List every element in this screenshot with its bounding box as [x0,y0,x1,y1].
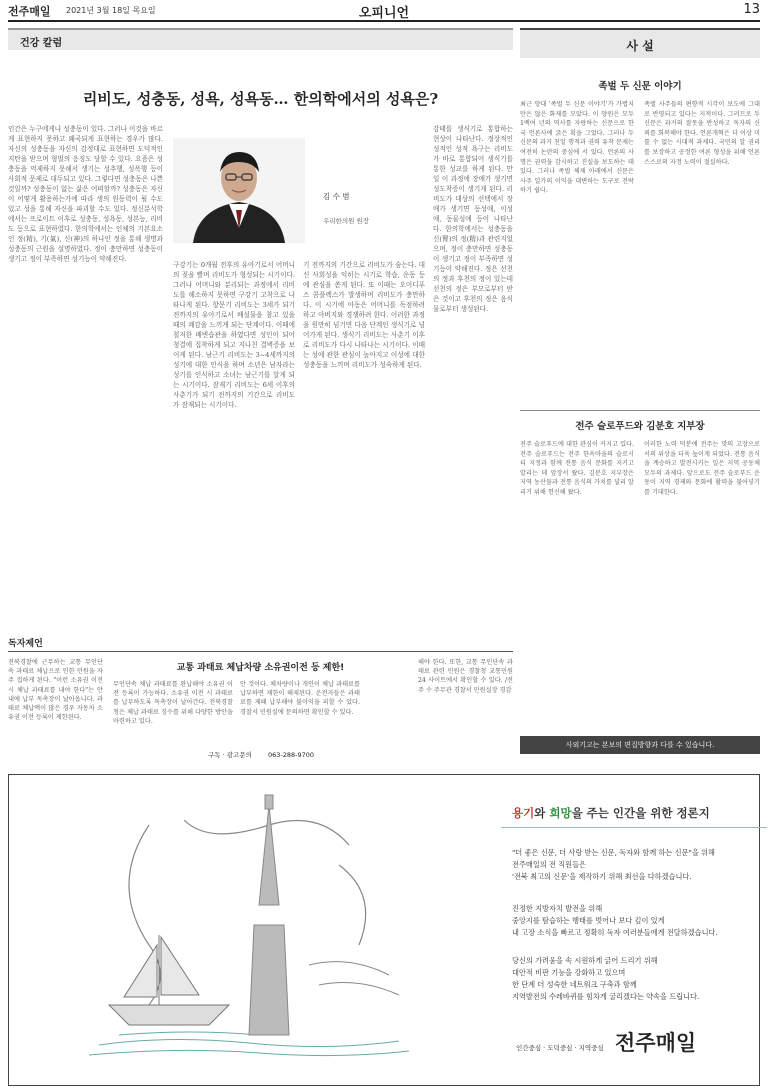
ad-paragraph-2: 진정한 지방자치 발전을 위해 중앙지를 탐습하는 행태를 벗어나 보다 깊이 있게 내 고장 소식을 빠르고 정확히 독자 여러분들에게 전달하겠습니다. [512,904,718,937]
health-column [8,28,513,633]
reader-text-col3: 안 것이다. 체차량이나 개인이 체납 과태료를 납부하면 제한이 해제된다. 운전자들은 과태료를 제때 납부해야 불이익을 피할 수 있다. 경찰서 민원실에 문의하면 확인할 수 있다. [240,681,360,716]
issue-date: 2021년 3월 18일 목요일 [66,6,156,15]
page-number: 13 [743,2,760,17]
lighthouse-ship-illustration-icon [89,785,409,1065]
ad-headline-rest: 을 주는 인간을 위한 정론지 [571,806,710,820]
masthead [8,0,760,22]
author-affiliation: 우리한의원 원장 [323,217,370,225]
ad-headline-rule [501,827,767,828]
contact-number: 063-288-9700 [267,751,314,759]
health-text-col2: 구강기는 0개월 전후의 유아기로서 어머니의 젖을 빨며 리비도가 형성되는 시기이다. 그러나 어머니와 분리되는 과정에서 리비도를 해소하지 못하면 구강기 고착으로 나타나게 된다. 항문기 리비도는 3세가 되기 전까지의 유아기로서 배설물을 참고 있을 때의 쾌감을 느끼게 되는 단계이다. 이때에 철저한 배변습관을 하였다면 성인이 되어 청결에 집착하게 되고 지나친 결벽증을 보이게 된다. 남근기 리비도는 3~4세까지의 성기에 대한 인식을 하며 소년은 남자라는 성기를 인식하고 소녀는 남근기를 알게 되는 시기이다. 잠재기 리비도는 6세 이후의 사춘기가 되기 전까지의 기간으로 리비도가 잠재되는 시기이다. [173,261,295,409]
health-headline: 리비도, 성충동, 성욕, 성욕동… 한의학에서의 성욕은? [82,90,439,108]
ad-headline-hope: 희망 [549,806,572,820]
ad-logo: 전주매일 [615,1031,697,1055]
health-text-col4: 감태를 생식기로 통합하는 현상이 나타난다. 정상적인 성적인 성적 욕구는 리비도가 바로 통합되어 생식기를 통한 성교를 하게 된다. 만일 이 과정에 장애가 생기면 성도착증이 생기게 된다. 리비도가 대상의 선택에서 장애가 생기면 동성애, 이성애, 동물성애 등이 나타난다. 한의학에서는 성충동을 신(腎)의 정(精)과 관련지었으며, 정이 충만하면 성충동이 생기고 정이 부족하면 성기능이 약해진다. 정은 선천의 정과 후천의 정이 있는데 선천의 정은 부모로부터 받은 것이고 후천의 정은 음식물로부터 생성된다. [433,125,513,313]
editorial-1-col2: 족벌 사주들의 편향적 시각이 보도에 그대로 반영되고 있다는 지적이다. 그러므로 두 신문은 과거의 잘못을 반성하고 독자의 신뢰를 회복해야 한다. 언론개혁은 더 이상 미룰 수 없는 시대적 과제다. 국민의 알 권리를 보장하고 공정한 여론 형성을 위해 언론 스스로의 자정 노력이 절실하다. [644,101,760,166]
ad-motto: 인간중심 · 도덕중심 · 지역중심 [516,1044,604,1052]
author-portrait-icon [173,138,305,243]
author-photo [173,138,305,243]
editorial-1-col1: 최근 양대 '족벌 두 신문 이야기'가 가볍지만은 않은 화제를 모았다. 이 양원은 모두 1백여 년의 역사를 자랑하는 신문으로 한국 언론사에 굵은 획을 그었다. 그러나 두 신문의 과거 친일 행적과 권력 유착 문제는 여전히 논란의 중심에 서 있다. 언론의 사명은 권력을 감시하고 진실을 보도하는 데 있다. 그러나 족벌 체제 아래에서 신문은 사주 일가의 이익을 대변하는 도구로 전락하기 쉽다. [520,101,634,195]
contact-label: 구독 · 광고문의 [208,751,252,759]
ad-headline-mid: 와 [534,806,550,820]
reader-title: 교통 과태료 체납차량 소유권이전 등 제한! [176,663,345,673]
editorial-tag: 사 설 [520,28,760,58]
subscription-contact [208,750,314,759]
reader-text-col2: 무인단속 체납 과태료를 완납해야 소유권 이전 등록이 가능하다. 소유권 이전 시 과태료를 납부하도록 독촉장이 날아간다. 전북경찰청은 체납 과태료 징수를 위해 다양한 방안을 마련하고 있다. [113,681,233,725]
reader-contribution [8,636,513,766]
reader-text-col1: 전북경찰에 근무하는 교통 무인단속 과태료 체납으로 인한 민원을 자주 접하게 된다. "이런 소유권 이전 시 체납 과태료를 내야 한다"는 안내에 납부 독촉장이 날아옵니다. 과태료 체납액이 많은 경우 자동차 소유권 이전 등록이 제한된다. [8,659,103,722]
editorial-2-col2: 이러한 노력 덕분에 전주는 맛의 고장으로서의 위상을 더욱 높이게 되었다. 전통 음식을 계승하고 발전시키는 일은 지역 공동체 모두의 과제다. 앞으로도 전주 슬로푸드 운동이 지역 경제와 문화에 활력을 불어넣기를 기대한다. [644,441,760,496]
ad-paragraph-1: "더 좋은 신문, 더 사랑 받는 신문, 독자와 함께 하는 신문"을 위해 전주매일의 전 직원들은 '전북 최고의 신문'을 제작하기 위해 최선을 다하겠습니다. [512,848,715,881]
health-text-col3: 기 전까지의 기간으로 리비도가 숨는다. 대신 사회성을 익히는 시기로 학습, 운동 등에 관심을 쏟게 된다. 또 이때는 오이디푸스 콤플렉스가 발생하며 리비도가 충만하다. 이 시기에 아동은 어머니를 독점하려 하고 아버지와 경쟁하려 한다. 이러한 과정을 원만히 넘기면 다음 단계인 생식기로 넘어가게 된다. 생식기 리비도는 사춘기 이후로 리비도가 다시 나타나는 시기이다. 이때는 성에 관한 관심이 높아지고 이성에 대한 성충동을 느끼며 리비도가 성숙하게 된다. [303,261,425,369]
ad-headline [512,805,710,821]
reader-tag: 독자제언 [8,636,513,652]
author-name: 김 수 범 [323,192,350,201]
reader-text-col4: 해야 한다. 또한, 교통 무인단속 과태료 관련 민원은 경찰청 교통민원24 사이트에서 확인할 수 있다. /전주 수 주무관 경찰서 민원실장 경감 [418,659,513,694]
health-column-tag: 건강 칼럼 [8,28,513,50]
opinion-disclaimer: 사외기고는 본보의 편집방향과 다를 수 있습니다. [520,736,760,754]
newspaper-brand: 전주매일 [8,5,51,18]
editorial-divider [520,410,760,411]
editorial-section [520,28,760,633]
health-text-col1: 인간은 누구에게나 성충동이 있다. 그러나 이것을 바르게 표현하지 못하고 왜곡되게 표현하는 경우가 많다. 자신의 성충동을 자신의 감정대로 표현하면 도덕적인 지탄을 받으며 형벌의 응징도 당할 수 있다. 요즘은 성충동을 억제하지 못해서 생기는 성추행, 성폭행 등이 사회적 문제로 대두되고 있다. 그렇다면 성충동은 나쁜 것일까? 성충동이 없는 삶은 어떠할까? 성충동은 자신이 어떻게 활용하는가에 따라 생의 원동력이 될 수도 있고 성을 통해 자신을 파괴할 수도 있다. 정신분석학에서는 프로이트 이후로 성충동, 성욕동, 성본능, 리비도 등으로 표현하였다. 한의학에서는 인체의 기본요소인 정(精), 기(氣), 신(神)의 하나인 정을 통해 생명과 성충동의 근원을 설명하였다. 정이 충만하면 성충동이 생기고 정이 부족하면 성기능이 약해진다. [8,125,163,263]
editorial-2-title: 전주 슬로푸드와 김분호 지부장 [575,421,705,432]
ad-headline-courage: 용기 [512,806,535,820]
editorial-1-title: 족벌 두 신문 이야기 [598,81,682,92]
newspaper-advertisement [8,774,760,1086]
section-title: 오피니언 [358,6,410,21]
ad-paragraph-3: 당신의 가려움을 속 시원하게 긁어 드리기 위해 대안적 비판 기능을 강화하고 있으며 한 단계 더 성숙한 네트워크 구축과 함께 지역발전의 수레바퀴를 힘차게 굴리겠다는 약속을 드립니다. [512,956,700,1001]
editorial-2-col1: 전주 슬로푸드에 대한 관심이 커지고 있다. 전주 슬로푸드는 전주 한옥마을의 슬로시티 지정과 함께 전통 음식 문화를 지키고 알리는 데 앞장서 왔다. 김분호 지부장은 지역 농산물과 전통 음식의 가치를 널리 알리기 위해 헌신해 왔다. [520,441,634,496]
